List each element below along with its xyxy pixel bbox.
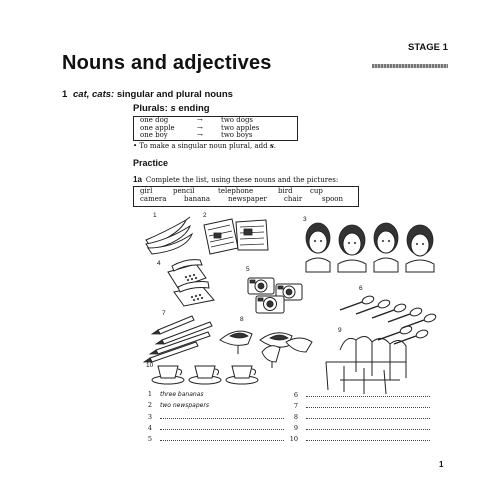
word-item: banana <box>184 195 211 203</box>
answer-blank[interactable] <box>160 434 284 441</box>
picture-label: 9 <box>338 327 342 334</box>
rule-note-prefix: • To make a singular noun plural, add <box>133 142 270 150</box>
word-item: cup <box>310 187 323 195</box>
answer-number: 9 <box>293 424 298 432</box>
word-item: spoon <box>322 195 344 203</box>
picture-label: 1 <box>153 212 157 219</box>
answer-blank[interactable] <box>306 423 430 430</box>
answer-text: two newspapers <box>160 402 209 409</box>
word-item: pencil <box>173 187 195 195</box>
plurals-heading-suffix: ending <box>175 103 210 114</box>
answer-number: 10 <box>289 435 298 443</box>
page-title: Nouns and adjectives <box>62 52 272 74</box>
answer-blank[interactable] <box>306 390 430 397</box>
answer-blank[interactable] <box>160 412 284 419</box>
plural-cell: two boys <box>221 131 253 140</box>
answer-row <box>286 412 430 421</box>
rule-note-suffix: . <box>273 142 276 150</box>
arrow-icon: → <box>197 116 203 124</box>
singular-cell: one boy <box>140 131 168 140</box>
plural-cell: two dogs <box>221 116 254 124</box>
newspapers-illustration <box>204 219 268 254</box>
answer-row <box>140 412 284 421</box>
pencils-illustration <box>144 316 212 362</box>
page-number: 1 <box>439 460 444 469</box>
section-title-rest: singular and plural nouns <box>114 89 233 100</box>
plurals-heading-italic: s <box>170 103 176 114</box>
arrow-icon: → <box>197 123 203 132</box>
section-title-italic: cat, cats: <box>73 89 115 100</box>
answer-row <box>286 434 430 443</box>
exercise-number: 1a <box>133 175 142 184</box>
picture-label: 10 <box>146 362 154 369</box>
picture-label: 6 <box>359 285 363 292</box>
picture-label: 2 <box>203 212 207 219</box>
answer-blank[interactable] <box>306 434 430 441</box>
answer-row <box>286 423 430 432</box>
answer-row <box>140 434 284 443</box>
section-number: 1 <box>62 89 68 100</box>
answer-number: 7 <box>293 402 298 410</box>
practice-heading: Practice <box>133 158 169 168</box>
girls-illustration <box>306 223 434 272</box>
chairs-illustration <box>326 336 406 394</box>
rule-note-bold: s <box>269 141 274 150</box>
spoons-illustration <box>340 295 437 344</box>
stage-label: STAGE 1 <box>408 42 448 53</box>
answer-row <box>286 390 430 399</box>
plurals-heading-prefix: Plurals: <box>133 103 171 114</box>
instruction-text: Complete the list, using these nouns and the pictures: <box>145 176 339 184</box>
answer-row <box>140 423 284 432</box>
answer-row <box>286 401 430 410</box>
picture-label: 3 <box>303 216 307 223</box>
answer-number: 3 <box>147 413 152 421</box>
answer-blank[interactable] <box>160 423 284 430</box>
answer-text: three bananas <box>160 391 204 398</box>
word-item: telephone <box>218 187 254 195</box>
answer-blank[interactable] <box>306 412 430 419</box>
word-item: chair <box>284 195 303 203</box>
cameras-illustration <box>248 278 302 313</box>
answer-number: 1 <box>147 390 152 398</box>
singular-cell: one apple <box>140 123 175 132</box>
plural-cell: two apples <box>221 123 260 132</box>
singular-cell: one dog <box>140 116 169 124</box>
answer-row <box>140 390 203 398</box>
picture-label: 8 <box>240 316 244 323</box>
word-item: girl <box>140 187 153 195</box>
picture-label: 5 <box>246 266 250 273</box>
picture-label: 4 <box>157 260 161 267</box>
answer-number: 5 <box>147 435 152 443</box>
picture-label: 7 <box>162 310 166 317</box>
answer-number: 4 <box>147 424 152 432</box>
telephones-illustration <box>168 260 214 306</box>
word-item: camera <box>140 195 167 203</box>
bananas-illustration <box>146 217 192 254</box>
answer-number: 8 <box>293 413 298 421</box>
answer-number: 6 <box>293 391 298 399</box>
birds-illustration <box>220 331 312 368</box>
answer-number: 2 <box>147 401 152 409</box>
answer-blank[interactable] <box>306 401 430 408</box>
word-item: newspaper <box>228 195 267 203</box>
word-item: bird <box>278 187 293 195</box>
cups-illustration <box>152 366 258 384</box>
arrow-icon: → <box>197 131 203 140</box>
answer-row <box>140 401 209 409</box>
